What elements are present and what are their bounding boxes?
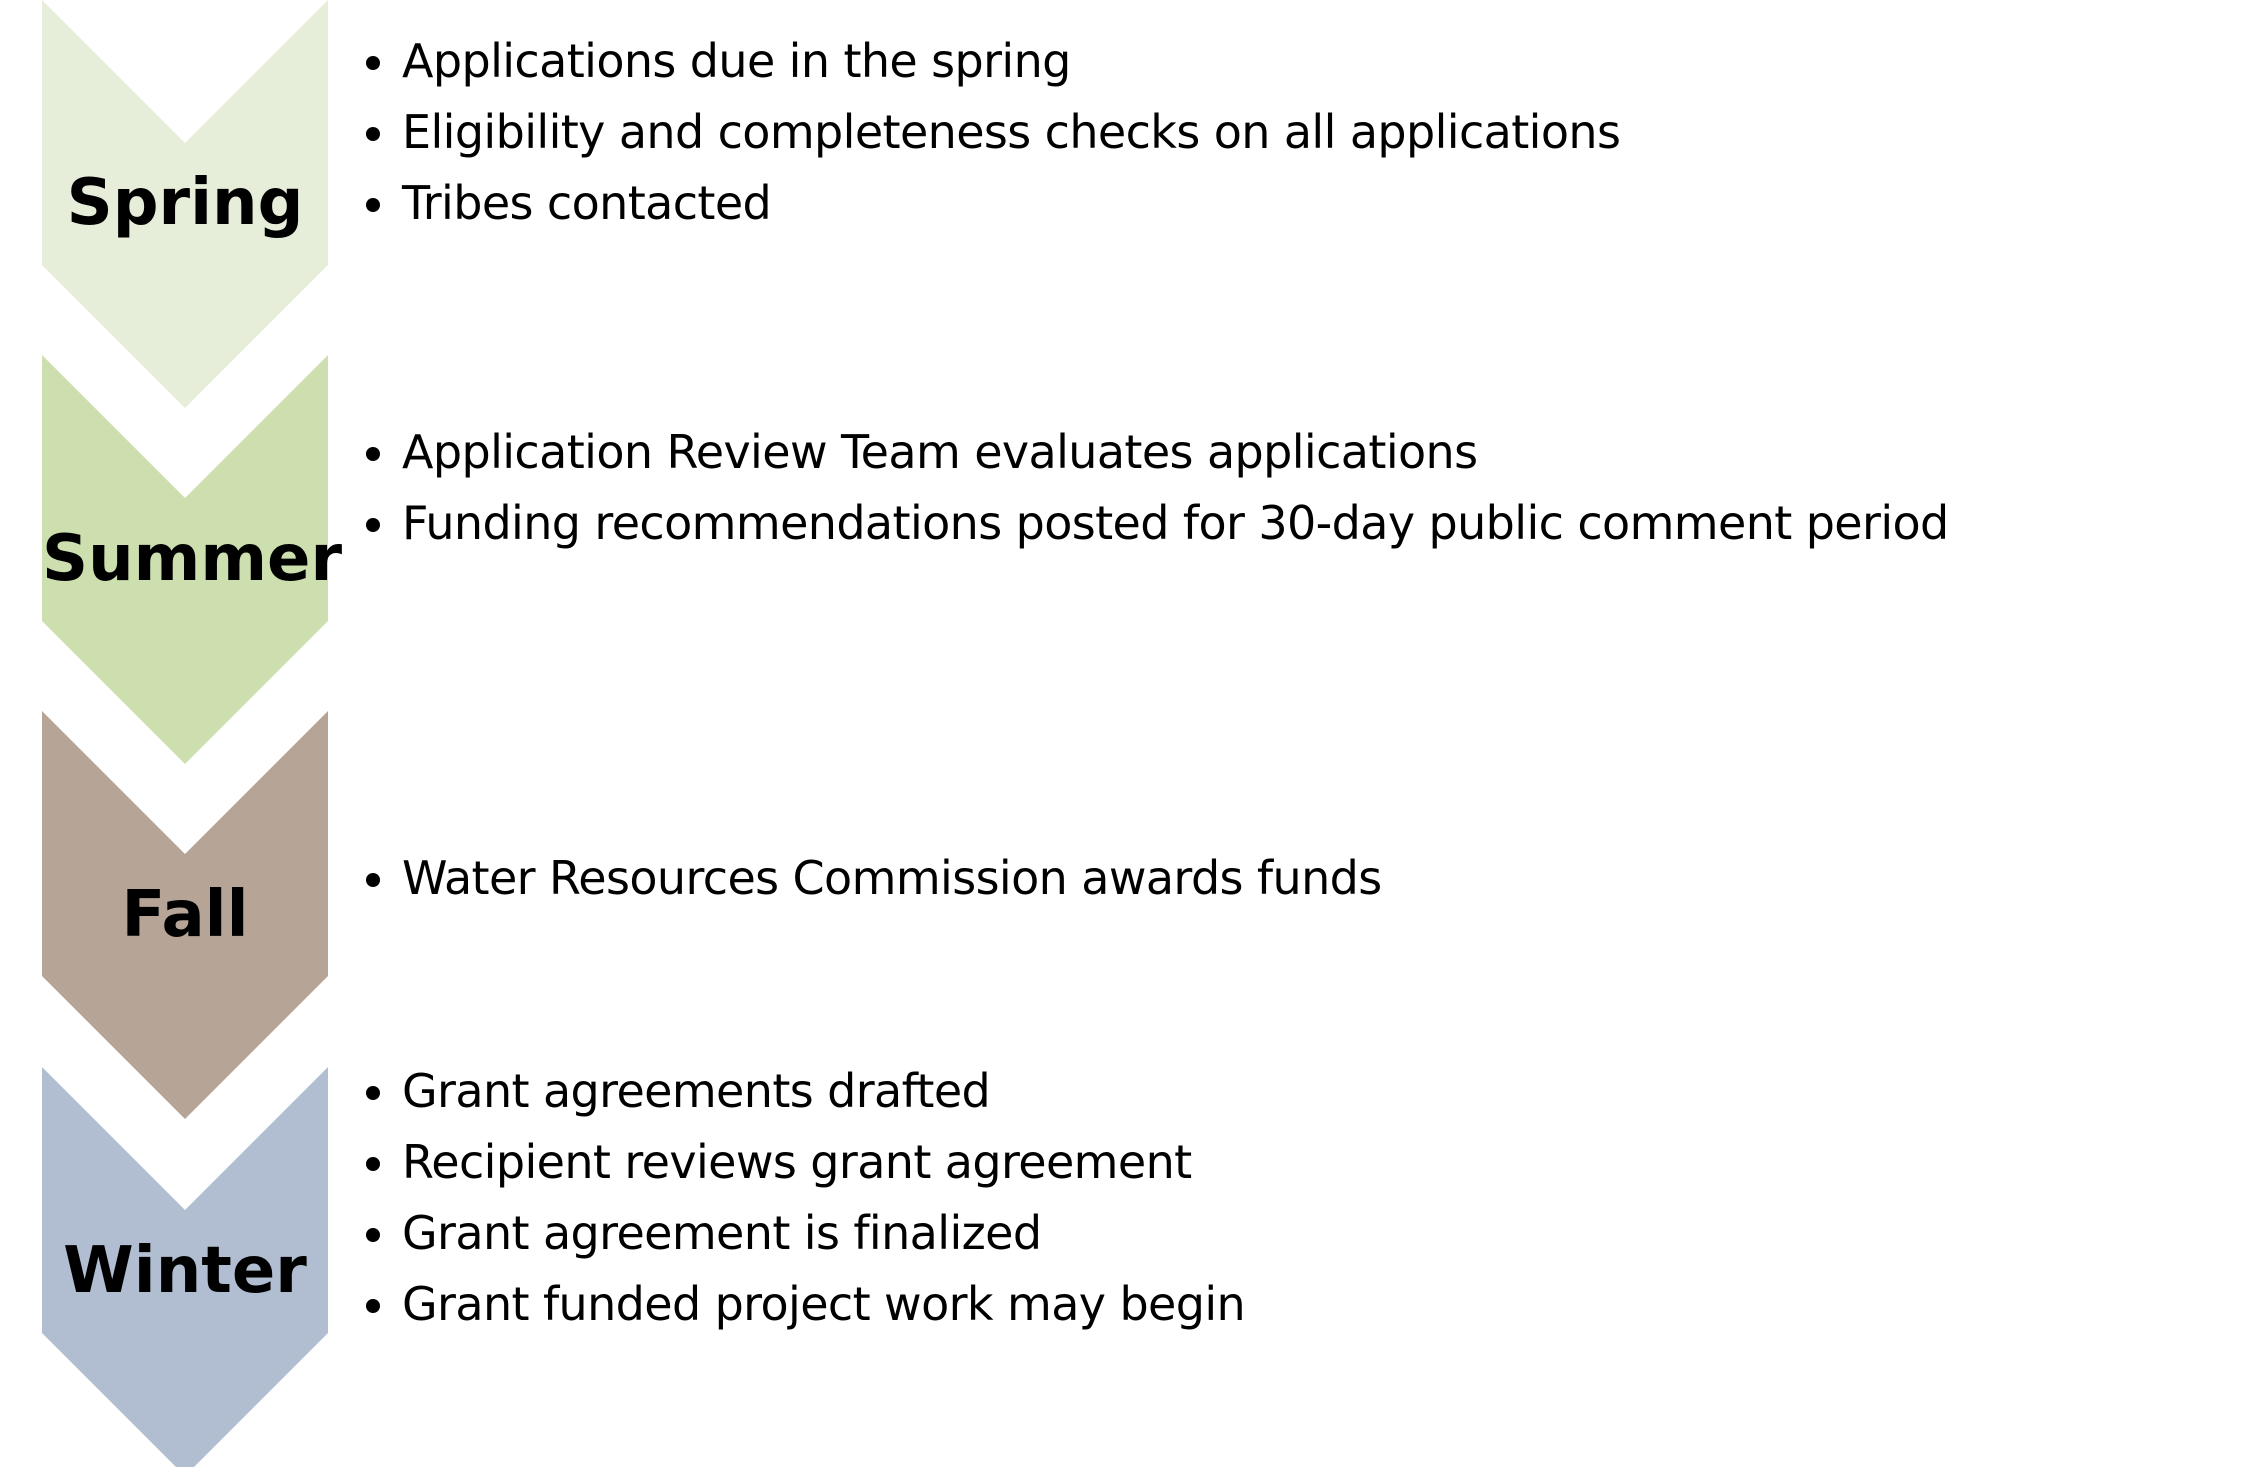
- season-label-spring: Spring: [66, 166, 304, 240]
- season-label-fall: Fall: [121, 878, 249, 952]
- bullet-item: Tribes contacted: [362, 168, 1620, 239]
- bullet-item: Grant agreements drafted: [362, 1056, 1245, 1127]
- winter-bullet-list: [362, 1056, 1245, 1340]
- fall-bullet-list: [362, 843, 1382, 914]
- bullet-item: Water Resources Commission awards funds: [362, 843, 1382, 914]
- bullet-item: Eligibility and completeness checks on all applications: [362, 97, 1620, 168]
- bullet-item: Recipient reviews grant agreement: [362, 1127, 1245, 1198]
- spring-bullet-list: [362, 26, 1620, 239]
- season-label-summer: Summer: [42, 522, 342, 596]
- bullet-item: Applications due in the spring: [362, 26, 1620, 97]
- bullet-item: Application Review Team evaluates applications: [362, 417, 1949, 488]
- bullet-item: Grant funded project work may begin: [362, 1269, 1245, 1340]
- bullet-item: Funding recommendations posted for 30-day public comment period: [362, 488, 1949, 559]
- summer-bullet-list: [362, 417, 1949, 559]
- season-label-winter: Winter: [63, 1234, 307, 1308]
- bullet-item: Grant agreement is finalized: [362, 1198, 1245, 1269]
